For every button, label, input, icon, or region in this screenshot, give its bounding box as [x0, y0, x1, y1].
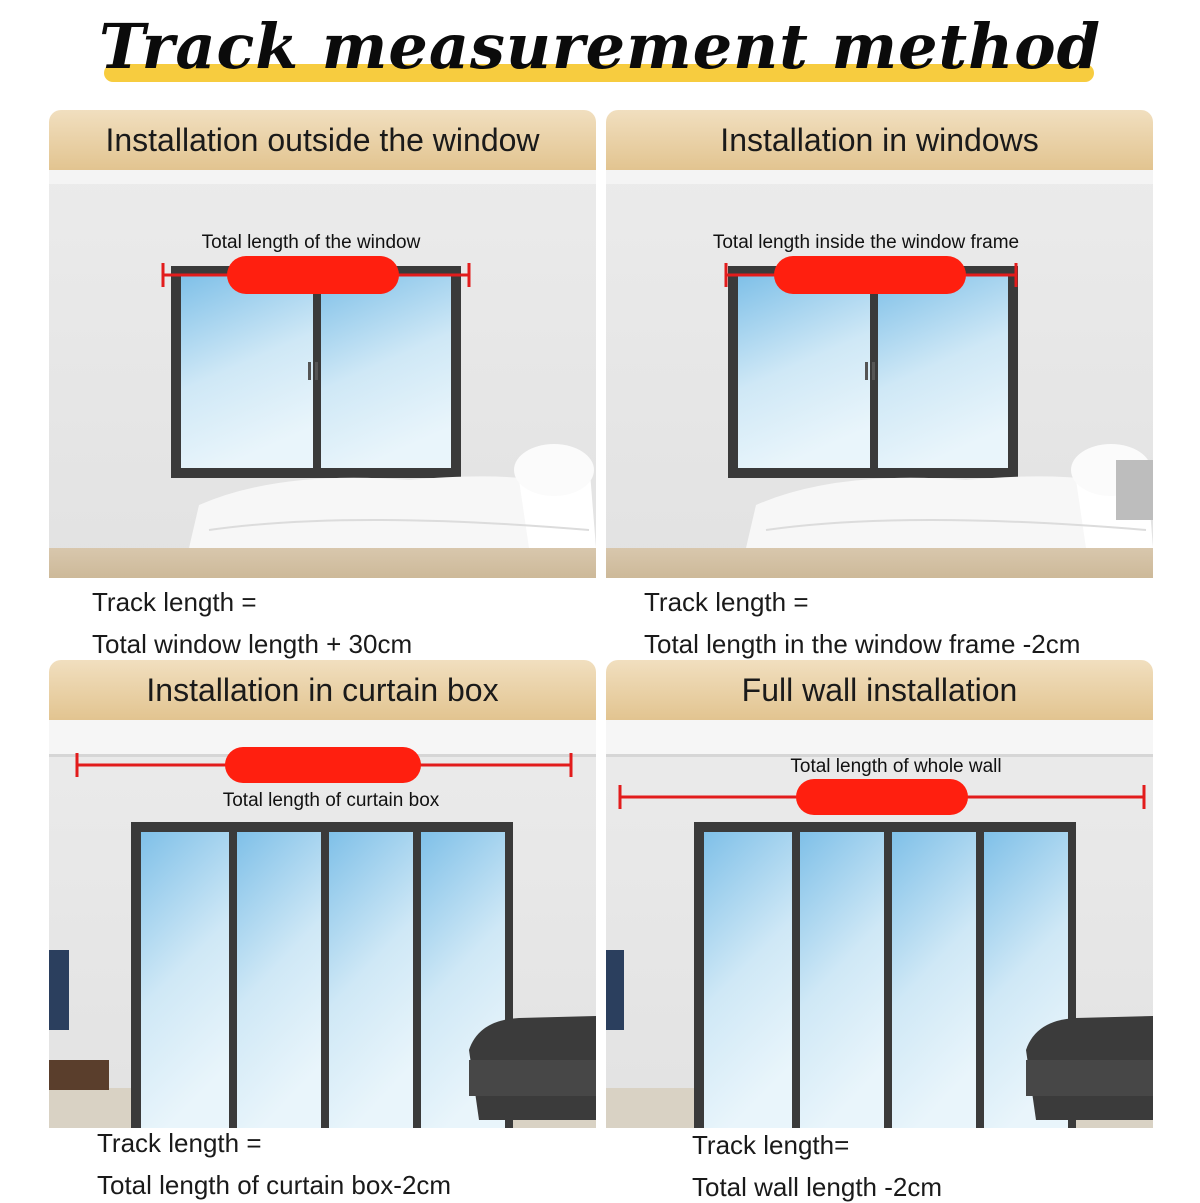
measure-label: Total length of curtain box [222, 790, 440, 811]
sofa-icon [1026, 1016, 1153, 1120]
sofa-icon [469, 1016, 596, 1120]
panel-header: Full wall installation [606, 660, 1153, 720]
measure-label: Total length inside the window frame [712, 232, 1020, 253]
caption-line-2: Total window length + 30cm [92, 629, 413, 659]
living-room-scene [49, 720, 596, 1128]
sliding-door-frame [694, 822, 1076, 1128]
panel-header: Installation in curtain box [49, 660, 596, 720]
measure-label: Total length of whole wall [790, 756, 1002, 777]
bedroom-scene [606, 170, 1153, 578]
living-room-scene [606, 720, 1153, 1128]
bedroom-scene [49, 170, 596, 578]
tv-icon [606, 950, 624, 1030]
caption-line-2: Total length of curtain box-2cm [97, 1170, 452, 1200]
caption-line-1: Track length= [692, 1130, 850, 1160]
page-title: Track measurement method [99, 10, 1101, 83]
caption-line-1: Track length = [97, 1128, 262, 1158]
caption-line-1: Track length = [644, 587, 809, 617]
caption-line-1: Track length = [92, 587, 257, 617]
measure-label: Total length of the window [201, 232, 421, 253]
title-area [0, 0, 1200, 100]
panel-header: Installation in windows [606, 110, 1153, 170]
panel-header: Installation outside the window [49, 110, 596, 170]
sliding-door-frame [131, 822, 513, 1128]
caption-line-2: Total wall length -2cm [692, 1172, 942, 1202]
window-frame [171, 266, 461, 478]
window-frame [728, 266, 1018, 478]
caption-line-2: Total length in the window frame -2cm [644, 629, 1081, 659]
